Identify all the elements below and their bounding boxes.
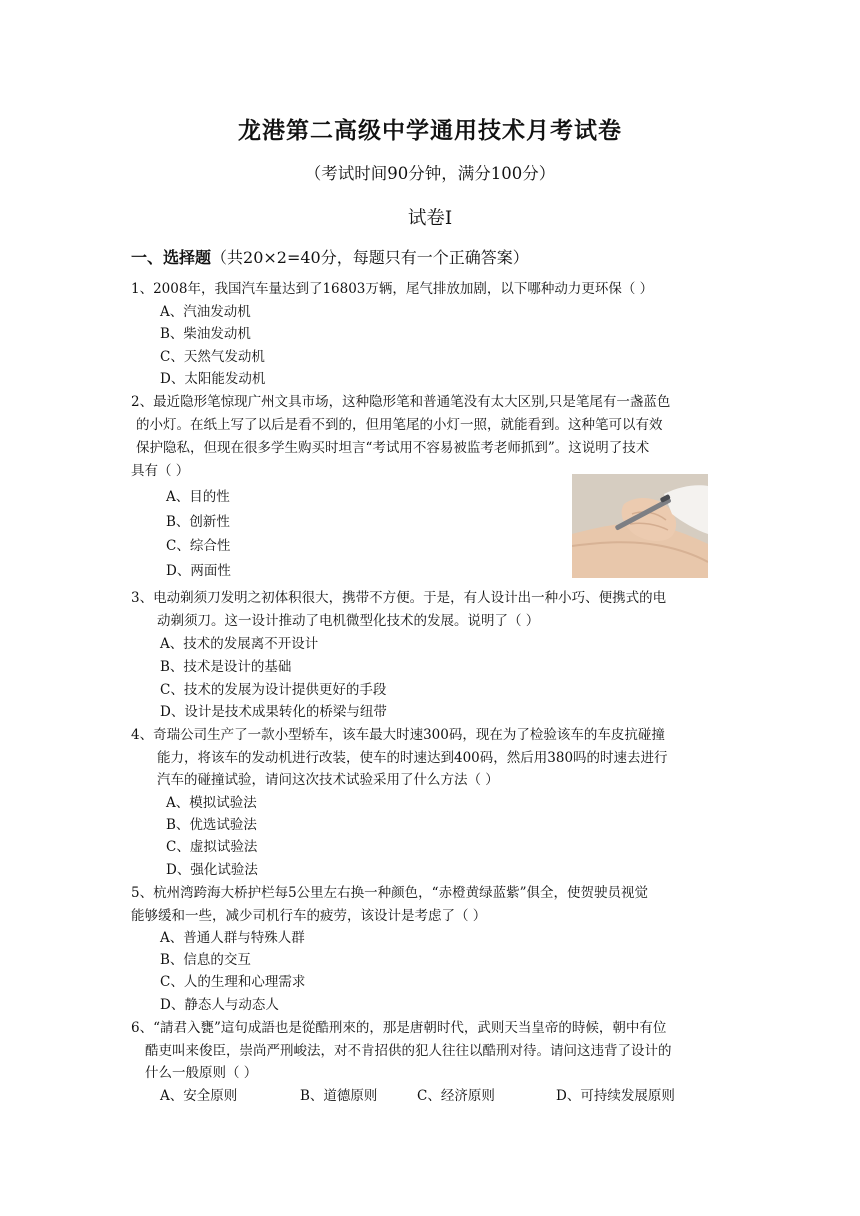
question-2-option-b: B、创新性 — [166, 514, 230, 530]
exam-title: 龙港第二高级中学通用技术月考试卷 — [238, 117, 622, 144]
question-2-stem-line-1: 2、最近隐形笔惊现广州文具市场，这种隐形笔和普通笔没有太大区别,只是笔尾有一盏蓝色 — [131, 394, 671, 410]
question-6-option-c: C、经济原则 — [417, 1088, 495, 1104]
question-2-stem-line-4: 具有（ ） — [131, 463, 190, 479]
question-6-option-d: D、可持续发展原则 — [556, 1088, 675, 1104]
question-4-option-d: D、强化试验法 — [166, 862, 258, 878]
question-3-stem-line-1: 3、电动剃须刀发明之初体积很大，携带不方便。于是，有人设计出一种小巧、便携式的电 — [131, 590, 667, 606]
exam-subtitle: （考试时间90分钟，满分100分） — [304, 164, 556, 183]
question-5-stem-line-2: 能够缓和一些，减少司机行车的疲劳，该设计是考虑了（ ） — [131, 908, 487, 924]
question-2-option-c: C、综合性 — [166, 538, 231, 554]
paper-label: 试卷Ⅰ — [407, 208, 453, 229]
question-1-option-a: A、汽油发动机 — [160, 304, 251, 320]
question-3-option-b: B、技术是设计的基础 — [160, 659, 292, 675]
question-5-option-c: C、人的生理和心理需求 — [160, 974, 306, 990]
question-3-option-c: C、技术的发展为设计提供更好的手段 — [160, 682, 387, 698]
question-4-stem-line-3: 汽车的碰撞试验，请问这次技术试验采用了什么方法（ ） — [157, 772, 499, 788]
question-2-stem-line-2: 的小灯。在纸上写了以后是看不到的，但用笔尾的小灯一照，就能看到。这种笔可以有效 — [136, 417, 663, 433]
question-6-option-a: A、安全原则 — [160, 1088, 238, 1104]
pen-hand-photo — [572, 474, 708, 578]
question-1-option-b: B、柴油发动机 — [160, 326, 251, 342]
section-title: 一、选择题 — [131, 248, 212, 267]
question-4-stem-line-1: 4、奇瑞公司生产了一款小型轿车，该车最大时速300码，现在为了检验该车的车皮抗碰撞 — [131, 727, 665, 743]
question-6-stem-line-3: 什么一般原则（ ） — [145, 1065, 258, 1081]
question-2-option-d: D、两面性 — [166, 563, 231, 579]
question-2-stem-line-3: 保护隐私，但现在很多学生购买时坦言“考试用不容易被监考老师抓到”。这说明了技术 — [136, 440, 650, 456]
question-1-option-c: C、天然气发动机 — [160, 349, 265, 365]
question-3-option-a: A、技术的发展离不开设计 — [160, 636, 319, 652]
question-6-option-b: B、道德原则 — [300, 1088, 378, 1104]
question-3-stem-line-2: 动剃须刀。这一设计推动了电机微型化技术的发展。说明了（ ） — [157, 613, 540, 629]
question-3-option-d: D、设计是技术成果转化的桥梁与纽带 — [160, 704, 387, 720]
question-1-stem: 1、2008年，我国汽车量达到了16803万辆，尾气排放加剧，以下哪种动力更环保（ ） — [131, 281, 654, 297]
question-4-option-b: B、优选试验法 — [166, 817, 257, 833]
question-5-option-b: B、信息的交互 — [160, 952, 251, 968]
question-5-stem-line-1: 5、杭州湾跨海大桥护栏每5公里左右换一种颜色，“赤橙黄绿蓝紫”俱全，使贺驶员视觉 — [131, 885, 648, 901]
section-note: （共20×2=40分，每题只有一个正确答案） — [211, 248, 529, 267]
question-2-option-a: A、目的性 — [166, 489, 230, 505]
question-4-option-c: C、虚拟试验法 — [166, 839, 258, 855]
question-4-stem-line-2: 能力，将该车的发动机进行改装，使车的时速达到400码，然后用380吗的时速去进行 — [157, 750, 668, 766]
question-6-stem-line-1: 6、“請君入甕”這句成語也是從酷刑來的，那是唐朝时代，武则天当皇帝的時候，朝中有位 — [131, 1020, 667, 1036]
section-heading — [131, 245, 529, 268]
question-1-option-d: D、太阳能发动机 — [160, 371, 266, 387]
question-5-option-a: A、普通人群与特殊人群 — [160, 930, 305, 946]
question-4-option-a: A、模拟试验法 — [166, 795, 257, 811]
question-6-stem-line-2: 酷吏叫来俊臣，崇尚严刑峻法，对不肯招供的犯人往往以酷刑对待。请问这违背了设计的 — [145, 1043, 672, 1059]
question-5-option-d: D、静态人与动态人 — [160, 997, 279, 1013]
